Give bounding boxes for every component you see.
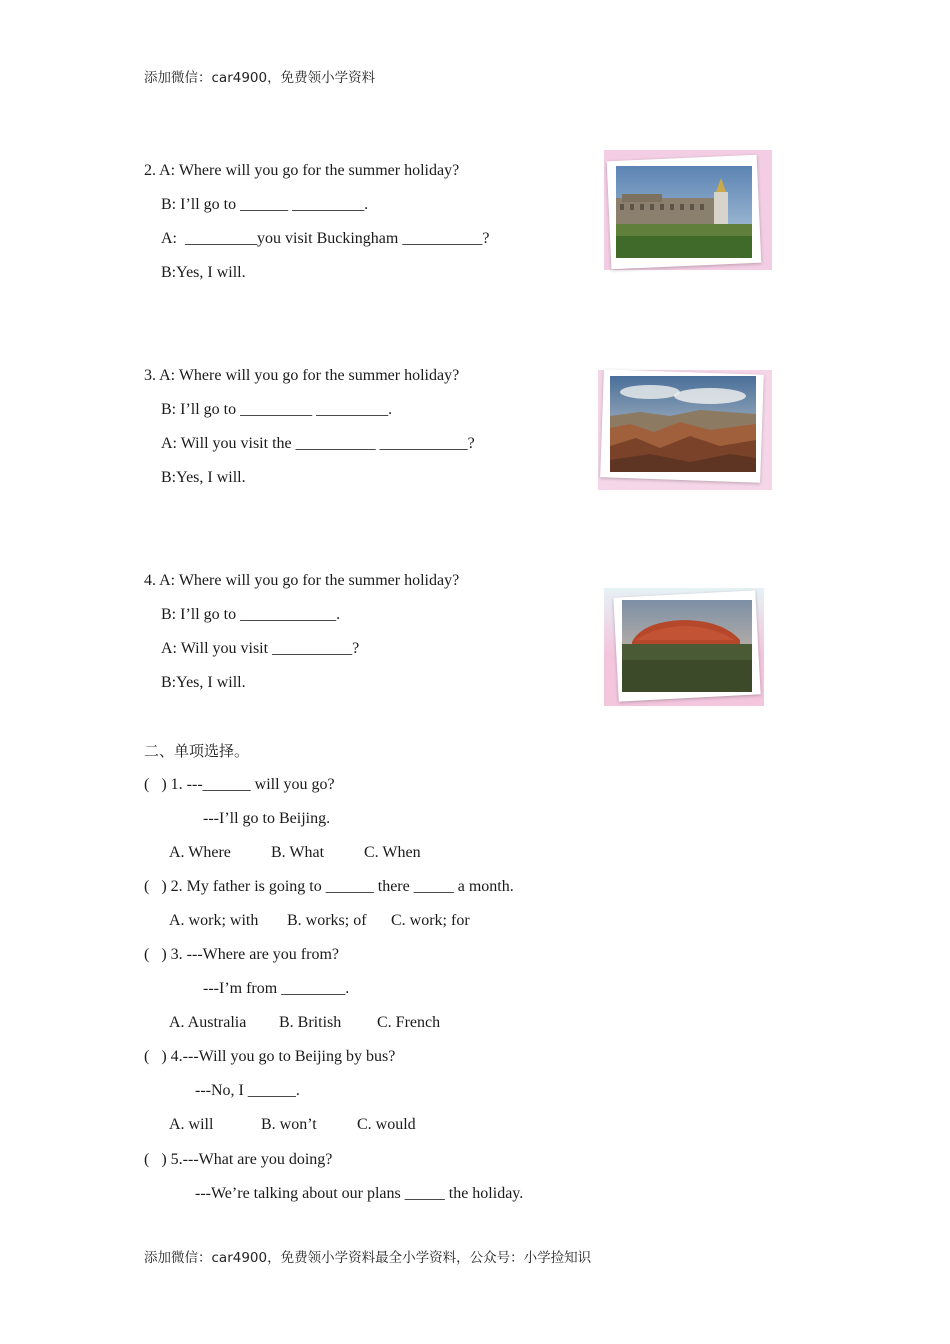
mc-5-stem: ( ) 5.---What are you doing? <box>144 1151 333 1168</box>
dialogue-4-answer-b: B: I’ll go to ____________. <box>161 606 341 623</box>
mc-1-option-b: B. What <box>271 844 325 861</box>
grand-canyon-photo <box>598 370 772 490</box>
mc-1-option-a: A. Where <box>169 844 231 861</box>
section-title: 二、单项选择。 <box>144 742 250 760</box>
mc-1-reply: ---I’ll go to Beijing. <box>203 810 331 827</box>
dialogue-3-answer-b: B: I’ll go to _________ _________. <box>161 401 393 418</box>
dialogue-2-question-a: A: _________you visit Buckingham __________? <box>161 230 490 247</box>
dialogue-2-answer-b: B: I’ll go to ______ _________. <box>161 196 369 213</box>
mc-4-option-a: A. will <box>169 1116 214 1133</box>
mc-4-stem: ( ) 4.---Will you go to Beijing by bus? <box>144 1048 396 1065</box>
mc-2-option-a: A. work; with <box>169 912 259 929</box>
page-footer-note: 添加微信：car4900，免费领小学资料最全小学资料，公众号：小学捡知识 <box>144 1250 592 1266</box>
page-header-note: 添加微信：car4900，免费领小学资料 <box>144 70 376 86</box>
buckingham-palace-photo <box>604 150 772 270</box>
dialogue-3-question: 3. A: Where will you go for the summer holiday? <box>144 367 460 384</box>
mc-3-option-a: A. Australia <box>169 1014 247 1031</box>
dialogue-4-question: 4. A: Where will you go for the summer holiday? <box>144 572 460 589</box>
grand-canyon-image <box>610 376 756 472</box>
mc-3-stem: ( ) 3. ---Where are you from? <box>144 946 340 963</box>
dialogue-3-question-a: A: Will you visit the __________ ___________? <box>161 435 475 452</box>
mc-5-reply: ---We’re talking about our plans _____ the holiday. <box>195 1185 524 1202</box>
dialogue-2-reply-b: B:Yes, I will. <box>161 264 246 281</box>
mc-3-option-c: C. French <box>377 1014 441 1031</box>
mc-4-option-c: C. would <box>357 1116 416 1133</box>
mc-4-reply: ---No, I ______. <box>195 1082 300 1099</box>
mc-2-option-c: C. work; for <box>391 912 470 929</box>
mc-4-option-b: B. won’t <box>261 1116 317 1133</box>
dialogue-4-question-a: A: Will you visit __________? <box>161 640 360 657</box>
mc-3-option-b: B. British <box>279 1014 342 1031</box>
dialogue-3-reply-b: B:Yes, I will. <box>161 469 246 486</box>
uluru-photo <box>604 588 764 706</box>
mc-2-option-b: B. works; of <box>287 912 367 929</box>
uluru-image <box>622 600 752 692</box>
dialogue-4-reply-b: B:Yes, I will. <box>161 674 246 691</box>
buckingham-palace-image <box>616 166 752 258</box>
mc-3-reply: ---I’m from ________. <box>203 980 350 997</box>
mc-1-stem: ( ) 1. ---______ will you go? <box>144 776 335 793</box>
mc-1-option-c: C. When <box>364 844 421 861</box>
mc-2-stem: ( ) 2. My father is going to ______ there _____ a month. <box>144 878 514 895</box>
dialogue-2-question: 2. A: Where will you go for the summer holiday? <box>144 162 460 179</box>
